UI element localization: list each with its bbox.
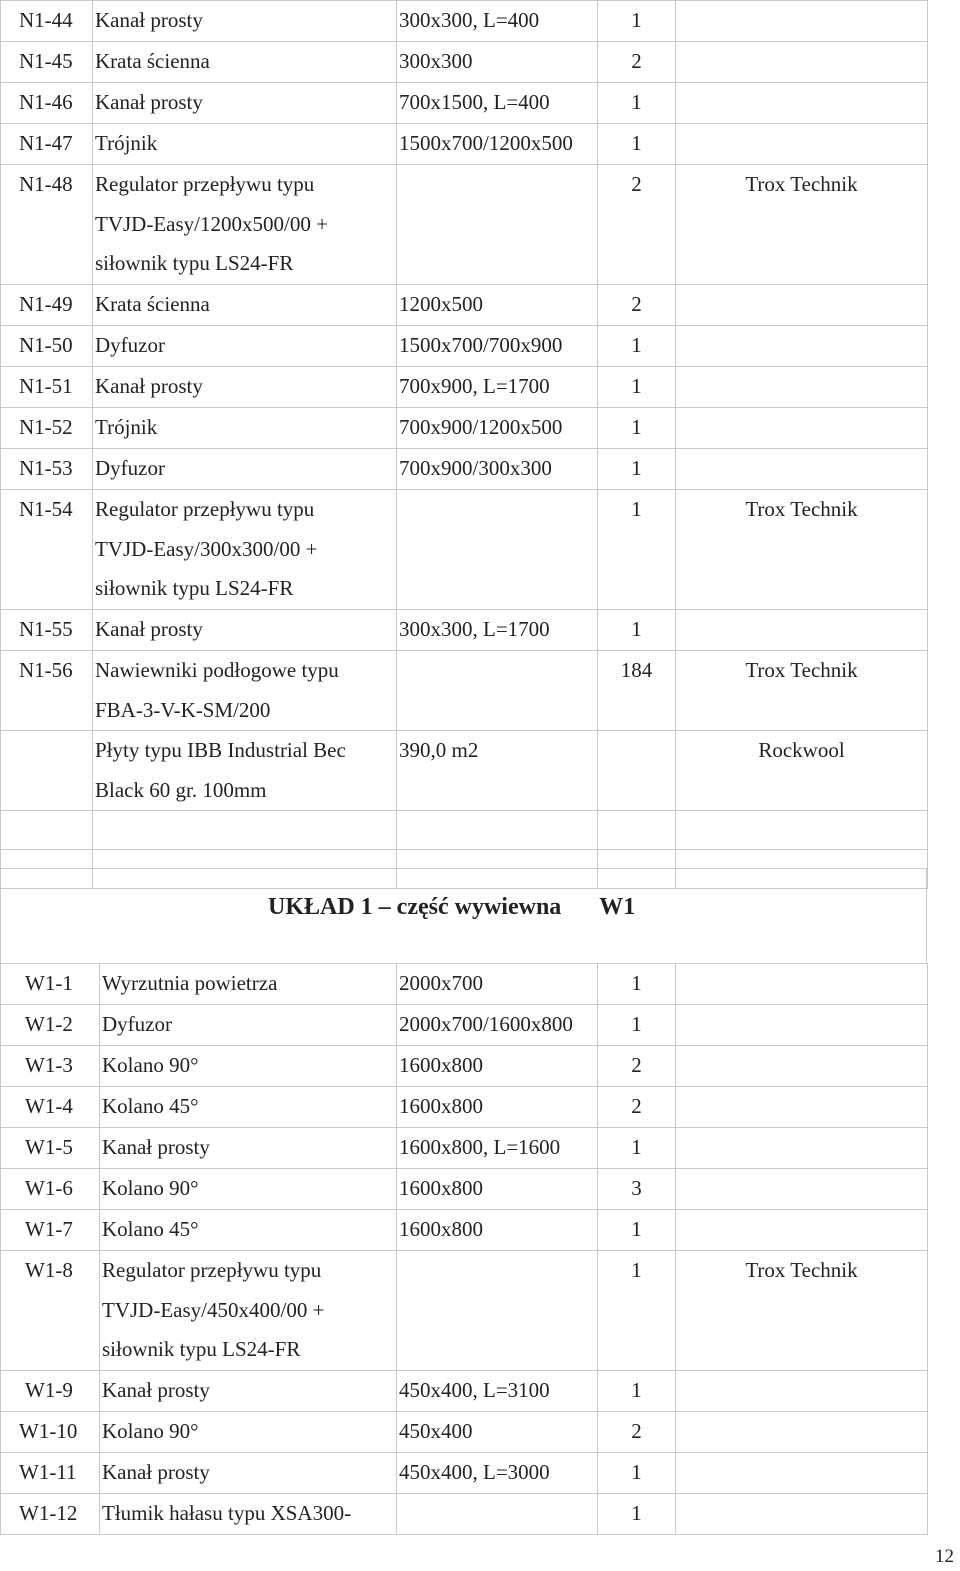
table-row xyxy=(1,651,928,731)
item-name-line: Regulator przepływu typu xyxy=(102,1258,322,1282)
item-name xyxy=(93,367,397,408)
item-code: W1-1 xyxy=(1,964,100,1005)
item-supplier xyxy=(676,367,928,408)
table-row xyxy=(1,42,928,83)
item-quantity: 3 xyxy=(598,1169,676,1210)
item-name xyxy=(93,731,397,811)
table-row xyxy=(1,731,928,811)
item-dimensions: 700x900/300x300 xyxy=(397,449,598,490)
item-name xyxy=(93,490,397,610)
item-dimensions: 390,0 m2 xyxy=(397,731,598,811)
item-name-line: Płyty typu IBB Industrial Bec xyxy=(95,738,346,762)
table-row xyxy=(1,449,928,490)
table-row xyxy=(1,1,928,42)
item-name-line: Kanał prosty xyxy=(102,1460,210,1484)
item-code: N1-53 xyxy=(1,449,93,490)
item-code: N1-47 xyxy=(1,124,93,165)
item-dimensions: 2000x700/1600x800 xyxy=(397,1005,598,1046)
item-quantity xyxy=(598,731,676,811)
item-quantity: 1 xyxy=(598,1,676,42)
item-name-line: Trójnik xyxy=(95,131,158,155)
item-name-line: siłownik typu LS24-FR xyxy=(95,576,294,600)
item-supplier xyxy=(676,326,928,367)
item-code: W1-9 xyxy=(1,1371,100,1412)
item-quantity: 1 xyxy=(598,1251,676,1371)
item-supplier xyxy=(676,610,928,651)
item-quantity: 1 xyxy=(598,1494,676,1535)
item-name-line: siłownik typu LS24-FR xyxy=(95,251,294,275)
item-name-line: Dyfuzor xyxy=(95,456,165,480)
item-name-line: TVJD-Easy/450x400/00 + xyxy=(102,1297,325,1322)
item-name-line: Regulator przepływu typu xyxy=(95,497,315,521)
item-quantity: 184 xyxy=(598,651,676,731)
item-name xyxy=(100,964,397,1005)
item-code: N1-45 xyxy=(1,42,93,83)
item-code: W1-7 xyxy=(1,1210,100,1251)
item-name xyxy=(93,651,397,731)
item-supplier xyxy=(676,124,928,165)
item-name xyxy=(100,1210,397,1251)
item-name xyxy=(100,1046,397,1087)
item-quantity: 1 xyxy=(598,490,676,610)
item-name xyxy=(93,124,397,165)
page-number: 12 xyxy=(935,1546,954,1567)
item-name-line: Kolano 45° xyxy=(102,1217,199,1241)
item-dimensions: 450x400 xyxy=(397,1412,598,1453)
item-dimensions xyxy=(397,165,598,285)
table-row xyxy=(1,610,928,651)
item-dimensions: 1600x800 xyxy=(397,1046,598,1087)
table-row xyxy=(1,124,928,165)
item-name-line: Krata ścienna xyxy=(95,49,210,73)
item-name xyxy=(100,1087,397,1128)
item-name xyxy=(93,1,397,42)
item-supplier xyxy=(676,449,928,490)
item-dimensions xyxy=(397,1494,598,1535)
table-row xyxy=(1,1371,928,1412)
item-supplier xyxy=(676,1128,928,1169)
item-supplier xyxy=(676,1371,928,1412)
item-dimensions: 1600x800 xyxy=(397,1210,598,1251)
item-name-line: Kanał prosty xyxy=(95,8,203,32)
item-name-line: Trójnik xyxy=(95,415,158,439)
item-code: W1-6 xyxy=(1,1169,100,1210)
table-row xyxy=(1,1251,928,1371)
section-title-text: UKŁAD 1 – część wywiewna xyxy=(268,894,562,920)
item-name-line: siłownik typu LS24-FR xyxy=(102,1337,301,1361)
item-supplier: Rockwool xyxy=(676,731,928,811)
table-row xyxy=(1,83,928,124)
item-dimensions: 1500x700/700x900 xyxy=(397,326,598,367)
item-supplier: Trox Technik xyxy=(676,490,928,610)
item-quantity: 1 xyxy=(598,964,676,1005)
item-dimensions xyxy=(397,490,598,610)
item-name xyxy=(93,165,397,285)
item-supplier xyxy=(676,964,928,1005)
item-supplier xyxy=(676,1210,928,1251)
item-supplier xyxy=(676,1453,928,1494)
item-code: N1-50 xyxy=(1,326,93,367)
empty-cell xyxy=(93,811,397,850)
item-name xyxy=(100,1251,397,1371)
item-name-line: TVJD-Easy/1200x500/00 + xyxy=(95,211,328,236)
item-dimensions: 300x300, L=1700 xyxy=(397,610,598,651)
item-name xyxy=(93,83,397,124)
item-quantity: 1 xyxy=(598,1128,676,1169)
equipment-table-exhaust-body xyxy=(1,964,928,1535)
table-row xyxy=(1,1494,928,1535)
item-name xyxy=(100,1412,397,1453)
item-dimensions xyxy=(397,651,598,731)
item-dimensions: 2000x700 xyxy=(397,964,598,1005)
item-code: N1-44 xyxy=(1,1,93,42)
table-row xyxy=(1,285,928,326)
item-name xyxy=(93,42,397,83)
table-row xyxy=(1,1128,928,1169)
item-code: N1-55 xyxy=(1,610,93,651)
item-name-line: Kolano 90° xyxy=(102,1176,199,1200)
item-code: W1-10 xyxy=(1,1412,100,1453)
item-name xyxy=(93,326,397,367)
item-supplier xyxy=(676,408,928,449)
item-supplier xyxy=(676,1005,928,1046)
item-name xyxy=(93,285,397,326)
item-supplier xyxy=(676,1046,928,1087)
item-name xyxy=(93,449,397,490)
item-quantity: 1 xyxy=(598,83,676,124)
item-name xyxy=(100,1453,397,1494)
item-supplier xyxy=(676,1,928,42)
item-supplier xyxy=(676,285,928,326)
item-name xyxy=(93,610,397,651)
item-dimensions: 1600x800, L=1600 xyxy=(397,1128,598,1169)
item-supplier xyxy=(676,1087,928,1128)
table-row xyxy=(1,490,928,610)
item-code: W1-8 xyxy=(1,1251,100,1371)
empty-cell xyxy=(1,811,93,850)
item-code: W1-3 xyxy=(1,1046,100,1087)
item-dimensions: 1200x500 xyxy=(397,285,598,326)
item-code xyxy=(1,731,93,811)
item-name xyxy=(100,1371,397,1412)
table-row xyxy=(1,1046,928,1087)
item-name-line: Wyrzutnia powietrza xyxy=(102,971,278,995)
item-dimensions: 450x400, L=3000 xyxy=(397,1453,598,1494)
item-code: N1-48 xyxy=(1,165,93,285)
table-row xyxy=(1,367,928,408)
item-name-line: Kolano 90° xyxy=(102,1419,199,1443)
item-code: N1-49 xyxy=(1,285,93,326)
item-dimensions: 300x300, L=400 xyxy=(397,1,598,42)
item-supplier xyxy=(676,83,928,124)
item-dimensions: 450x400, L=3100 xyxy=(397,1371,598,1412)
item-code: N1-51 xyxy=(1,367,93,408)
item-dimensions: 700x1500, L=400 xyxy=(397,83,598,124)
table-row xyxy=(1,326,928,367)
item-name-line: TVJD-Easy/300x300/00 + xyxy=(95,536,318,561)
item-quantity: 1 xyxy=(598,449,676,490)
table-row xyxy=(1,408,928,449)
item-supplier: Trox Technik xyxy=(676,1251,928,1371)
section-title xyxy=(268,894,635,921)
table-row xyxy=(1,1210,928,1251)
table-row xyxy=(1,1453,928,1494)
item-name-line: Nawiewniki podłogowe typu xyxy=(95,658,339,682)
item-quantity: 2 xyxy=(598,285,676,326)
table-row xyxy=(1,964,928,1005)
table-row xyxy=(1,1412,928,1453)
item-supplier: Trox Technik xyxy=(676,651,928,731)
item-quantity: 1 xyxy=(598,1210,676,1251)
item-name-line: Kanał prosty xyxy=(95,374,203,398)
equipment-table-supply-body xyxy=(1,1,928,889)
item-code: N1-52 xyxy=(1,408,93,449)
item-name xyxy=(100,1169,397,1210)
item-name-line: Kolano 45° xyxy=(102,1094,199,1118)
item-name-line: FBA-3-V-K-SM/200 xyxy=(95,697,271,722)
item-quantity: 2 xyxy=(598,1046,676,1087)
item-quantity: 2 xyxy=(598,1087,676,1128)
item-name xyxy=(93,408,397,449)
item-name-line: Krata ścienna xyxy=(95,292,210,316)
item-quantity: 1 xyxy=(598,1453,676,1494)
table-row xyxy=(1,1005,928,1046)
item-supplier xyxy=(676,42,928,83)
item-quantity: 1 xyxy=(598,610,676,651)
item-quantity: 1 xyxy=(598,408,676,449)
item-dimensions: 700x900, L=1700 xyxy=(397,367,598,408)
item-name-line: Regulator przepływu typu xyxy=(95,172,315,196)
item-quantity: 1 xyxy=(598,1005,676,1046)
empty-row xyxy=(1,811,928,850)
item-code: W1-12 xyxy=(1,1494,100,1535)
item-quantity: 2 xyxy=(598,165,676,285)
item-supplier xyxy=(676,1169,928,1210)
item-supplier xyxy=(676,1412,928,1453)
item-name-line: Kolano 90° xyxy=(102,1053,199,1077)
item-quantity: 1 xyxy=(598,367,676,408)
empty-cell xyxy=(598,811,676,850)
item-name xyxy=(100,1005,397,1046)
empty-cell xyxy=(397,811,598,850)
item-quantity: 1 xyxy=(598,124,676,165)
item-quantity: 1 xyxy=(598,326,676,367)
item-code: W1-5 xyxy=(1,1128,100,1169)
item-dimensions: 1500x700/1200x500 xyxy=(397,124,598,165)
item-name-line: Dyfuzor xyxy=(102,1012,172,1036)
item-code: W1-4 xyxy=(1,1087,100,1128)
item-code: W1-2 xyxy=(1,1005,100,1046)
item-code: N1-54 xyxy=(1,490,93,610)
item-quantity: 2 xyxy=(598,1412,676,1453)
section-code: W1 xyxy=(599,894,636,920)
table-row xyxy=(1,165,928,285)
item-supplier xyxy=(676,1494,928,1535)
item-supplier: Trox Technik xyxy=(676,165,928,285)
item-dimensions: 300x300 xyxy=(397,42,598,83)
item-code: N1-46 xyxy=(1,83,93,124)
table-row xyxy=(1,1169,928,1210)
item-dimensions: 1600x800 xyxy=(397,1169,598,1210)
item-quantity: 2 xyxy=(598,42,676,83)
empty-cell xyxy=(676,811,928,850)
item-code: N1-56 xyxy=(1,651,93,731)
item-name-line: Kanał prosty xyxy=(95,90,203,114)
item-name-line: Tłumik hałasu typu XSA300- xyxy=(102,1501,352,1525)
item-name-line: Kanał prosty xyxy=(102,1378,210,1402)
item-name xyxy=(100,1494,397,1535)
table-row xyxy=(1,1087,928,1128)
item-name-line: Kanał prosty xyxy=(95,617,203,641)
item-name-line: Dyfuzor xyxy=(95,333,165,357)
item-dimensions xyxy=(397,1251,598,1371)
item-name-line: Black 60 gr. 100mm xyxy=(95,777,267,802)
item-quantity: 1 xyxy=(598,1371,676,1412)
item-dimensions: 1600x800 xyxy=(397,1087,598,1128)
item-name-line: Kanał prosty xyxy=(102,1135,210,1159)
item-dimensions: 700x900/1200x500 xyxy=(397,408,598,449)
equipment-table-exhaust xyxy=(0,963,928,1535)
item-name xyxy=(100,1128,397,1169)
item-code: W1-11 xyxy=(1,1453,100,1494)
